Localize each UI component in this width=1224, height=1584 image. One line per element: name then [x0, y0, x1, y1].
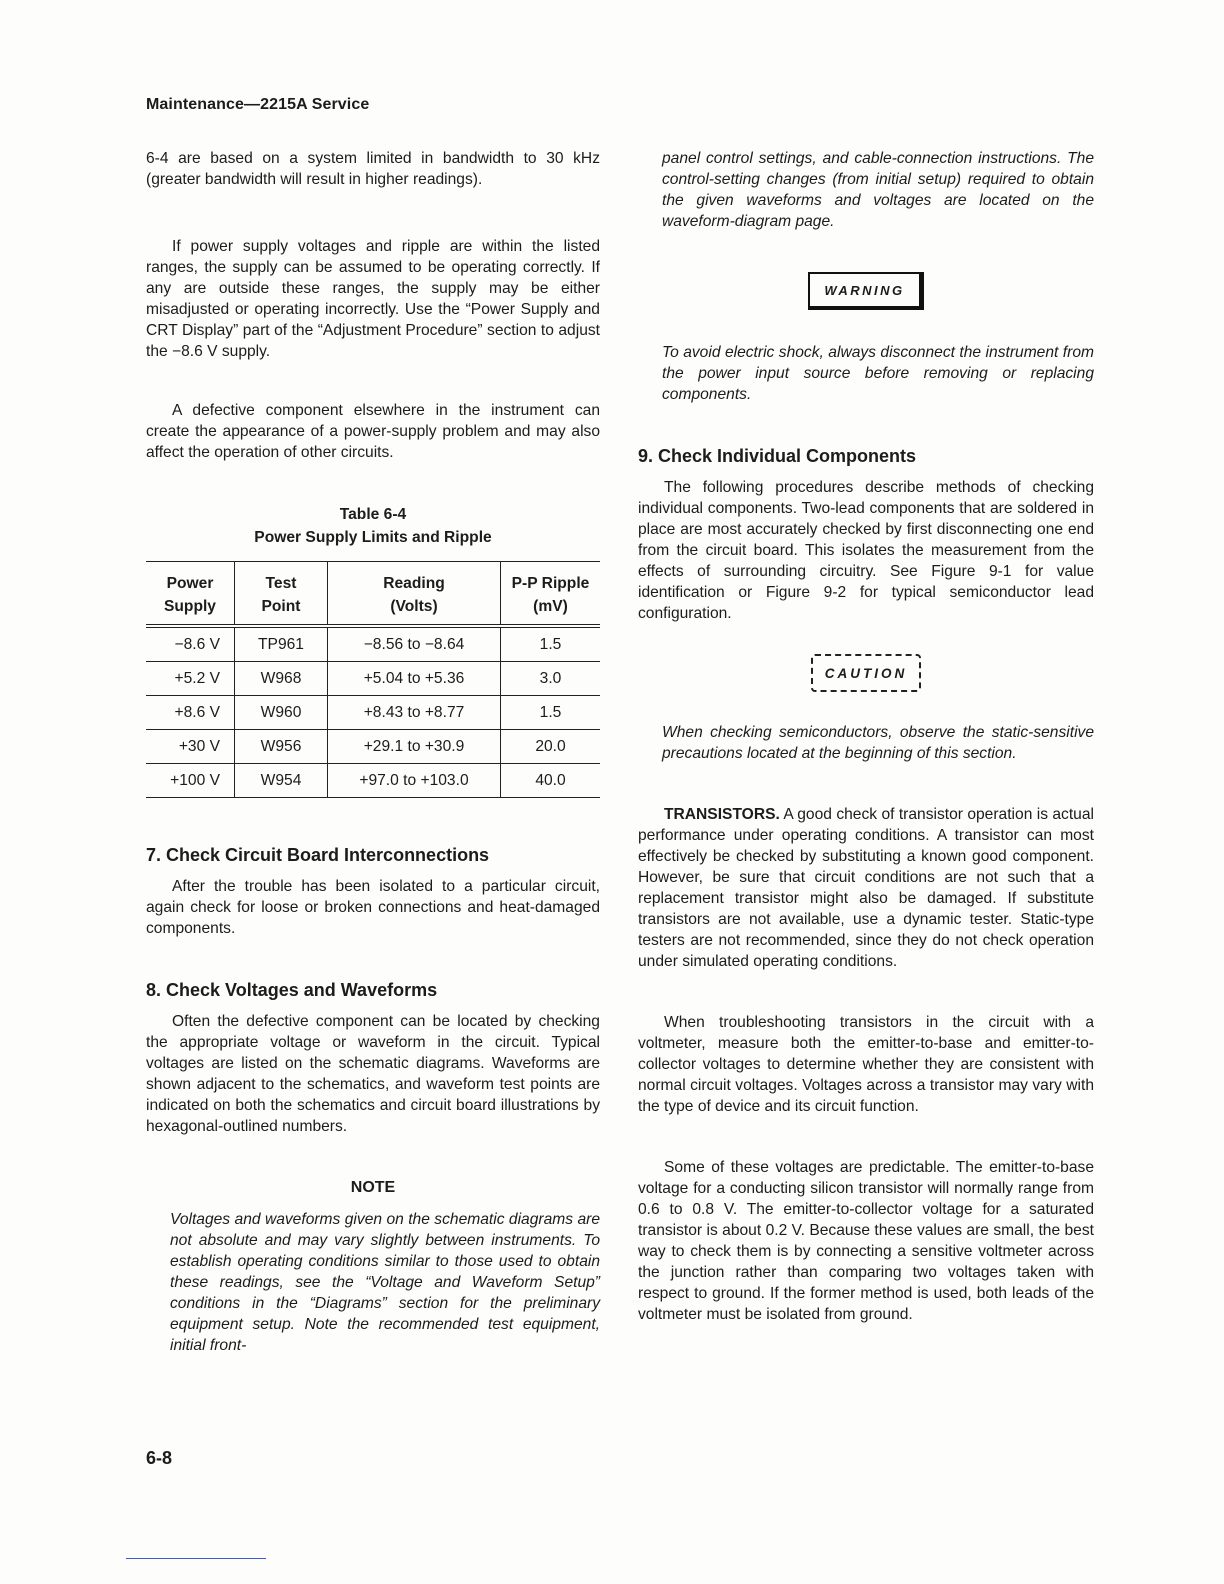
cell-test-point: W968	[235, 662, 328, 696]
cell-reading: +97.0 to +103.0	[328, 764, 501, 798]
running-header: Maintenance—2215A Service	[146, 96, 370, 113]
paragraph-supply-ranges: If power supply voltages and ripple are within the listed ranges, the supply can be assumed to be operating correctly. If any are outside these ranges, the supply may be either misadjusted or operating incorrectly. Use the “Power Supply and CRT Display” part of the “Adjustment Procedure” section to adjust the −8.6 V supply.	[146, 238, 600, 360]
bottom-divider	[126, 1558, 266, 1559]
section-7-heading: 7. Check Circuit Board Interconnections	[146, 845, 490, 865]
table-row	[146, 730, 600, 764]
section-9-heading: 9. Check Individual Components	[638, 446, 917, 466]
cell-ripple: 1.5	[501, 626, 601, 662]
caution-label: CAUTION	[811, 654, 922, 692]
cell-power-supply: −8.6 V	[146, 626, 235, 662]
column-header-test-point: Test Point	[235, 562, 328, 627]
cell-power-supply: +100 V	[146, 764, 235, 798]
right-column	[638, 148, 1094, 1325]
paragraph-voltmeter: When troubleshooting transistors in the circuit with a voltmeter, measure both the emitter-to-base and emitter-to-collector voltages to determine whether they are consistent with normal circuit voltages. Voltages across a transistor may vary with the type of device and its circuit function.	[638, 1014, 1094, 1115]
warning-text: To avoid electric shock, always disconnect the instrument from the power input source before removing or replacing components.	[662, 344, 1094, 403]
cell-ripple: 20.0	[501, 730, 601, 764]
paragraph-bandwidth: 6-4 are based on a system limited in bandwidth to 30 kHz (greater bandwidth will result in higher readings).	[146, 150, 600, 188]
note-continuation: panel control settings, and cable-connection instructions. The control-setting changes (from initial setup) required to obtain the given waveforms and voltages are located on the waveform-diagram page.	[662, 150, 1094, 230]
paragraph-predictable: Some of these voltages are predictable. The emitter-to-base voltage for a conducting silicon transistor will normally range from 0.6 to 0.8 V. The emitter-to-collector voltage for a saturated transistor is about 0.2 V. Because these values are small, the best way to check them is by connecting a sensitive voltmeter across the junction rather than comparing two voltages taken with respect to ground. If the former method is used, both leads of the voltmeter must be isolated from ground.	[638, 1159, 1094, 1323]
cell-reading: −8.56 to −8.64	[328, 626, 501, 662]
column-header-reading: Reading (Volts)	[328, 562, 501, 627]
column-header-power-supply: Power Supply	[146, 562, 235, 627]
cell-test-point: W960	[235, 696, 328, 730]
note-text: Voltages and waveforms given on the schematic diagrams are not absolute and may vary slightly between instruments. To establish operating conditions similar to those used to obtain these readings, see the “Voltage and Waveform Setup” conditions in the “Diagrams” section for the preliminary equipment setup. Note the recommended test equipment, initial front-	[170, 1211, 600, 1354]
cell-ripple: 1.5	[501, 696, 601, 730]
transistors-paragraph	[638, 804, 1094, 972]
caution-block	[638, 654, 1094, 692]
paragraph-defective-component: A defective component elsewhere in the instrument can create the appearance of a power-supply problem and may also affect the operation of other circuits.	[146, 402, 600, 461]
cell-reading: +29.1 to +30.9	[328, 730, 501, 764]
transistors-text: A good check of transistor operation is actual performance under operating conditions. A transistor can most effectively be checked by substituting a known good component. However, be sure that circuit conditions are not such that a replacement transistor might also be damaged. If substitute transistors are not available, use a dynamic tester. Static-type testers are not recommended, since they do not check operation under simulated operating conditions.	[638, 806, 1094, 970]
table-row	[146, 662, 600, 696]
table-row	[146, 696, 600, 730]
power-supply-table	[146, 561, 600, 798]
section-8-heading: 8. Check Voltages and Waveforms	[146, 980, 438, 1000]
section-7-paragraph: After the trouble has been isolated to a particular circuit, again check for loose or broken connections and heat-damaged components.	[146, 878, 600, 937]
table-number: Table 6-4	[339, 506, 407, 523]
cell-ripple: 40.0	[501, 764, 601, 798]
section-8-paragraph: Often the defective component can be located by checking the appropriate voltage or waveform in the circuit. Typical voltages are listed on the schematic diagrams. Waveforms are shown adjacent to the schematics, and waveform test points are indicated on both the schematics and circuit board illustrations by hexagonal-outlined numbers.	[146, 1013, 600, 1135]
warning-block	[638, 272, 1094, 310]
cell-reading: +5.04 to +5.36	[328, 662, 501, 696]
cell-power-supply: +8.6 V	[146, 696, 235, 730]
left-column	[146, 148, 600, 1356]
section-9-paragraph: The following procedures describe methods of checking individual components. Two-lead components that are soldered in place are most accurately checked by first disconnecting one end from the circuit board. This isolates the measurement from the effects of surrounding circuitry. See Figure 9-1 for value identification or Figure 9-2 for typical semiconductor lead configuration.	[638, 479, 1094, 622]
transistors-run-in-heading: TRANSISTORS.	[664, 806, 780, 823]
cell-test-point: W956	[235, 730, 328, 764]
table-title: Power Supply Limits and Ripple	[254, 529, 492, 546]
caution-text: When checking semiconductors, observe the static-sensitive precautions located at the beginning of this section.	[662, 724, 1094, 762]
cell-power-supply: +5.2 V	[146, 662, 235, 696]
note-heading: NOTE	[350, 1179, 396, 1196]
cell-power-supply: +30 V	[146, 730, 235, 764]
cell-ripple: 3.0	[501, 662, 601, 696]
table-row	[146, 764, 600, 798]
table-header-row	[146, 562, 600, 627]
table-row	[146, 626, 600, 662]
warning-label: WARNING	[808, 272, 923, 310]
column-header-ripple: P-P Ripple (mV)	[501, 562, 601, 627]
table-block	[146, 503, 600, 798]
cell-test-point: TP961	[235, 626, 328, 662]
cell-reading: +8.43 to +8.77	[328, 696, 501, 730]
page-number: 6-8	[146, 1448, 173, 1468]
cell-test-point: W954	[235, 764, 328, 798]
